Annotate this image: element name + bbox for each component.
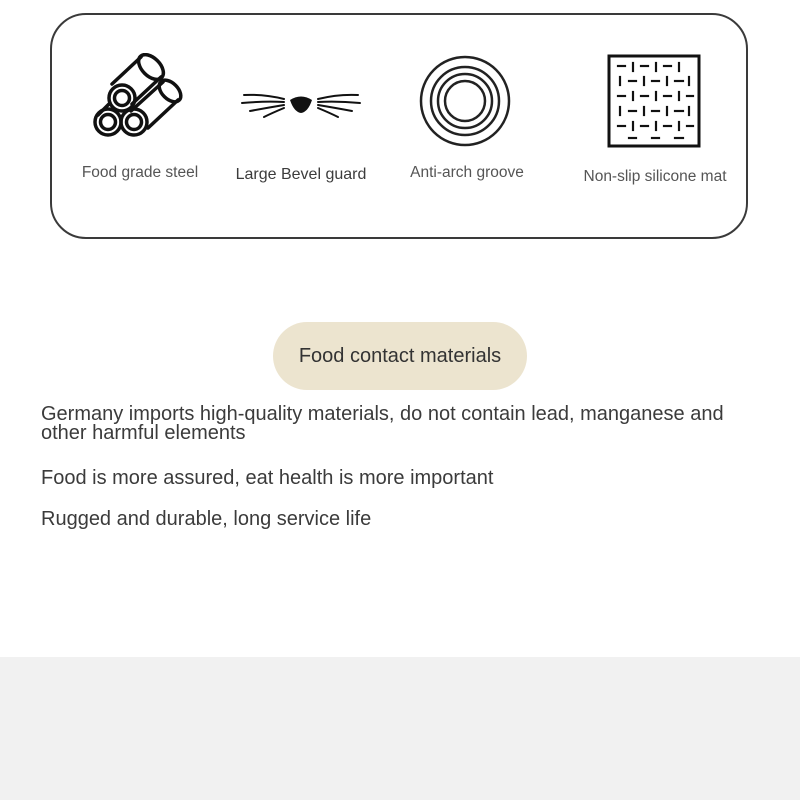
feature-label: Anti-arch groove (410, 164, 524, 181)
feature-label: Non-slip silicone mat (583, 168, 727, 185)
feature-large-bevel-guard (211, 15, 391, 241)
features-card (50, 13, 748, 239)
textured-mat-icon (565, 53, 745, 153)
feature-anti-arch-groove (377, 15, 557, 241)
description-line: Germany imports high-quality materials, do not contain lead, manganese and other harmful elements (41, 403, 724, 444)
feature-food-grade-steel (50, 15, 230, 241)
section-title: Food contact materials (298, 344, 502, 367)
bottom-background-band (0, 657, 800, 800)
section-title-pill (273, 322, 527, 390)
whiskers-icon (211, 53, 391, 153)
feature-non-slip-silicone-mat (565, 15, 745, 241)
concentric-rings-icon (377, 53, 557, 153)
feature-label: Large Bevel guard (235, 166, 367, 183)
description-line: Food is more assured, eat health is more important (41, 467, 494, 489)
steel-tubes-icon (50, 53, 230, 153)
feature-label: Food grade steel (81, 164, 199, 181)
description-line: Rugged and durable, long service life (41, 508, 372, 530)
